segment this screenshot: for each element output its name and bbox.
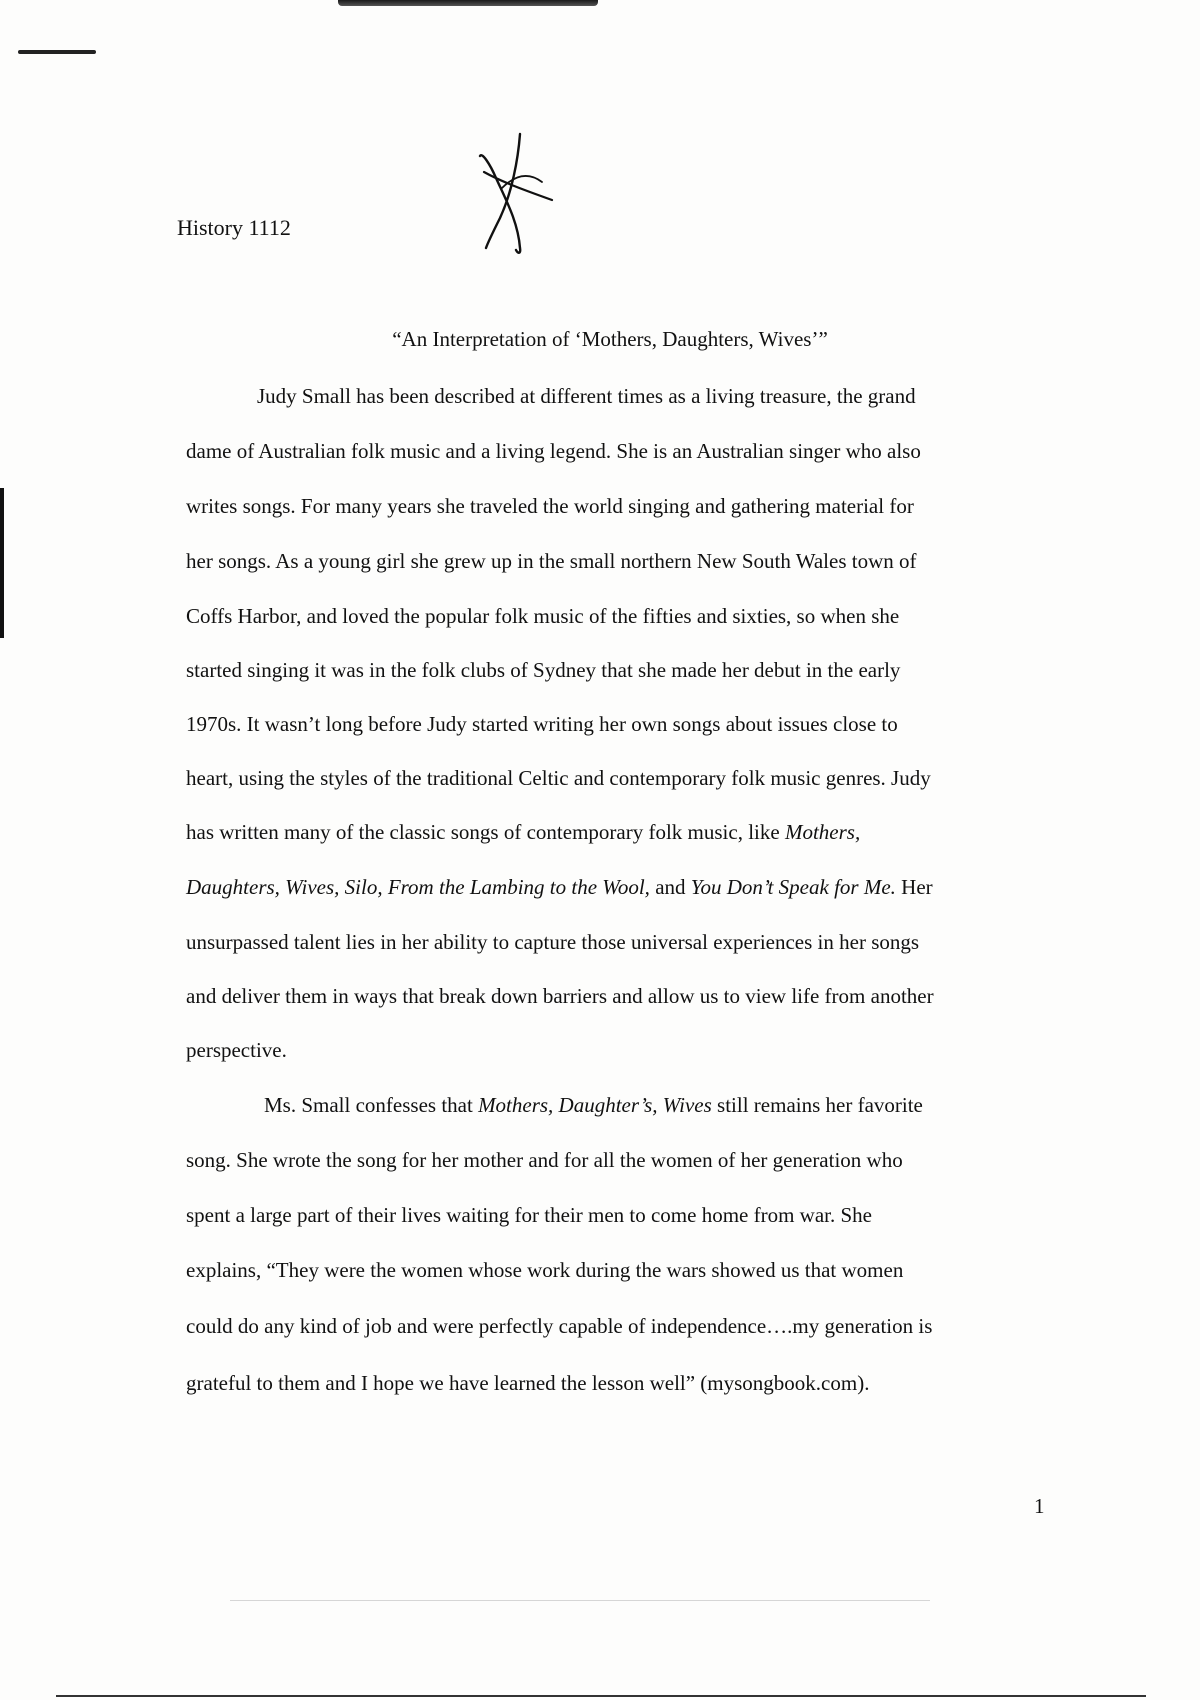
page-number: 1 xyxy=(1034,1494,1045,1518)
text-line xyxy=(186,710,898,738)
text-line xyxy=(186,547,917,575)
essay-title: “An Interpretation of ‘Mothers, Daughters, Wives’” xyxy=(392,327,828,351)
scan-artifact-left-bar xyxy=(0,488,4,638)
text-line xyxy=(186,1256,903,1284)
text-segment: started singing it was in the folk clubs of Sydney that she made her debut in the early xyxy=(186,658,901,682)
text-segment: unsurpassed talent lies in her ability to capture those universal experiences in her songs xyxy=(186,930,920,954)
scan-artifact-bottom-line xyxy=(56,1695,1146,1697)
text-segment: spent a large part of their lives waiting for their men to come home from war. She xyxy=(186,1203,872,1227)
text-line xyxy=(186,1146,903,1174)
italic-song-title: Daughters, Wives, Silo, From the Lambing to the Wool, xyxy=(186,875,650,899)
text-segment: Her xyxy=(895,875,933,899)
scan-artifact-top-bar xyxy=(338,0,598,6)
italic-song-title: You Don’t Speak for Me. xyxy=(690,875,896,899)
text-segment: song. She wrote the song for her mother and for all the women of her generation who xyxy=(186,1148,903,1172)
text-segment: writes songs. For many years she traveled the world singing and gathering material for xyxy=(186,494,914,518)
text-line xyxy=(186,818,860,846)
text-line xyxy=(186,982,934,1010)
italic-song-title: Mothers, Daughter’s, Wives xyxy=(478,1093,712,1117)
text-line xyxy=(186,492,914,520)
handwritten-x-mark xyxy=(472,130,562,260)
text-segment: her songs. As a young girl she grew up in the small northern New South Wales town of xyxy=(186,549,917,573)
course-label: History 1112 xyxy=(177,215,291,240)
text-segment: Judy Small has been described at different times as a living treasure, the grand xyxy=(257,384,916,408)
text-line xyxy=(186,764,931,792)
text-line xyxy=(186,1036,287,1064)
text-segment: heart, using the styles of the traditional Celtic and contemporary folk music genres. Judy xyxy=(186,766,931,790)
text-segment: and xyxy=(649,875,691,899)
text-line xyxy=(186,602,899,630)
text-line xyxy=(186,437,921,465)
text-segment: grateful to them and I hope we have learned the lesson well” (mysongbook.com). xyxy=(186,1371,870,1395)
italic-song-title: Mothers, xyxy=(784,820,861,844)
text-line xyxy=(186,1369,869,1397)
text-segment: could do any kind of job and were perfectly capable of independence….my generation is xyxy=(186,1314,933,1338)
text-segment: explains, “They were the women whose work during the wars showed us that women xyxy=(186,1258,904,1282)
scan-artifact-top-dash xyxy=(18,50,96,54)
text-line xyxy=(257,382,916,410)
text-segment: and deliver them in ways that break down barriers and allow us to view life from another xyxy=(186,984,934,1008)
text-line xyxy=(264,1091,923,1119)
text-line xyxy=(186,656,900,684)
text-line xyxy=(186,873,933,901)
text-segment: 1970s. It wasn’t long before Judy started writing her own songs about issues close to xyxy=(186,712,898,736)
text-segment: perspective. xyxy=(186,1038,287,1062)
text-line xyxy=(186,928,919,956)
scan-artifact-faint-line xyxy=(230,1600,930,1601)
text-line xyxy=(186,1201,872,1229)
text-segment: Coffs Harbor, and loved the popular folk music of the fifties and sixties, so when she xyxy=(186,604,900,628)
text-segment: has written many of the classic songs of contemporary folk music, like xyxy=(186,820,785,844)
text-line xyxy=(186,1312,932,1340)
text-segment: Ms. Small confesses that xyxy=(264,1093,479,1117)
text-segment: dame of Australian folk music and a living legend. She is an Australian singer who also xyxy=(186,439,921,463)
text-segment: still remains her favorite xyxy=(711,1093,923,1117)
